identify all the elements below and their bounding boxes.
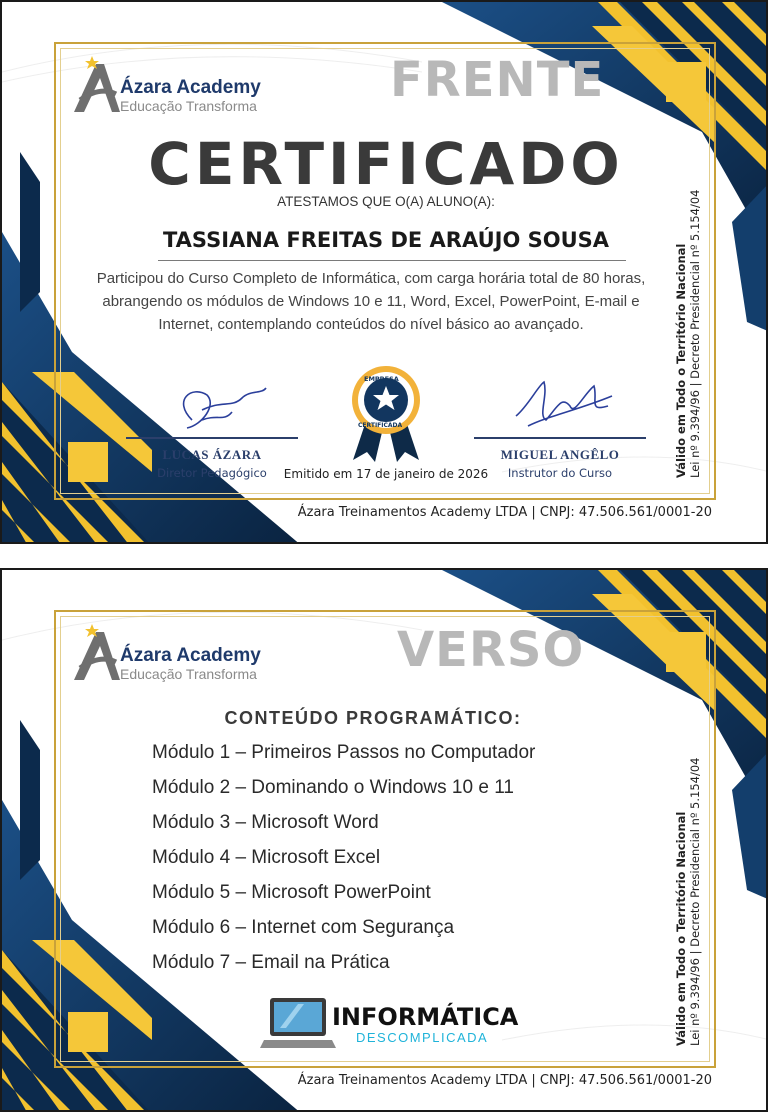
issue-date: Emitido em 17 de janeiro de 2026 bbox=[283, 467, 489, 481]
module-list bbox=[152, 741, 535, 986]
program-title: CONTEÚDO PROGRAMÁTICO: bbox=[224, 708, 522, 728]
logo-tagline: Educação Transforma bbox=[120, 666, 257, 682]
module-item: Módulo 4 – Microsoft Excel bbox=[152, 847, 381, 868]
seal-top-text: EMPRESA bbox=[364, 375, 399, 383]
module-item: Módulo 3 – Microsoft Word bbox=[152, 812, 379, 833]
course-description: Participou do Curso Completo de Informática, com carga horária total de 80 horas, abrangendo os módulos de Windows 10 e 11, Word, Excel, PowerPoint, E-mail e Internet, contemplando conteúdos do nível básico ao avançado. bbox=[96, 270, 646, 333]
law-text: Lei nº 9.394/96 | Decreto Presidencial nº 5.154/04 bbox=[688, 189, 702, 478]
name-underline bbox=[158, 260, 626, 261]
side-label: VERSO bbox=[397, 622, 585, 678]
module-item: Módulo 6 – Internet com Segurança bbox=[152, 917, 455, 938]
side-label: FRENTE bbox=[390, 52, 605, 108]
brand-title: INFORMÁTICA bbox=[332, 1003, 519, 1031]
company-footer: Ázara Treinamentos Academy LTDA | CNPJ: 47.506.561/0001-20 bbox=[297, 505, 712, 520]
logo-tagline: Educação Transforma bbox=[120, 98, 257, 114]
logo-name: Ázara Academy bbox=[120, 77, 261, 98]
module-item: Módulo 2 – Dominando o Windows 10 e 11 bbox=[152, 777, 514, 798]
signature-line-left bbox=[126, 437, 298, 439]
law-text: Lei nº 9.394/96 | Decreto Presidencial nº 5.154/04 bbox=[688, 757, 702, 1046]
module-item: Módulo 5 – Microsoft PowerPoint bbox=[152, 882, 431, 903]
legal-vertical-text bbox=[674, 178, 702, 478]
signer-role-left: Diretor Pedagógico bbox=[157, 466, 267, 480]
signer-name-left: LUCAS ÁZARA bbox=[162, 447, 262, 462]
module-item: Módulo 7 – Email na Prática bbox=[152, 952, 390, 973]
signer-name-right: MIGUEL ANGÊLO bbox=[500, 447, 620, 462]
signature-line-right bbox=[474, 437, 646, 439]
certificate-front bbox=[0, 0, 768, 544]
legal-vertical-text bbox=[674, 746, 702, 1046]
signature-miguel bbox=[508, 376, 618, 436]
logo-name: Ázara Academy bbox=[120, 645, 261, 666]
company-footer: Ázara Treinamentos Academy LTDA | CNPJ: 47.506.561/0001-20 bbox=[297, 1073, 712, 1088]
certificate-title: CERTIFICADO bbox=[148, 130, 624, 198]
signer-role-right: Instrutor do Curso bbox=[507, 466, 613, 480]
student-name: TASSIANA FREITAS DE ARAÚJO SOUSA bbox=[162, 228, 610, 252]
signature-lucas bbox=[162, 380, 272, 436]
validity-text: Válido em Todo o Território Nacional bbox=[674, 811, 688, 1046]
certificate-back bbox=[0, 568, 768, 1112]
attest-text: ATESTAMOS QUE O(A) ALUNO(A): bbox=[277, 194, 495, 209]
module-item: Módulo 1 – Primeiros Passos no Computador bbox=[152, 742, 536, 763]
seal-bottom-text: CERTIFICADA bbox=[358, 422, 403, 429]
brand-subtitle: DESCOMPLICADA bbox=[356, 1030, 489, 1045]
validity-text: Válido em Todo o Território Nacional bbox=[674, 243, 688, 478]
